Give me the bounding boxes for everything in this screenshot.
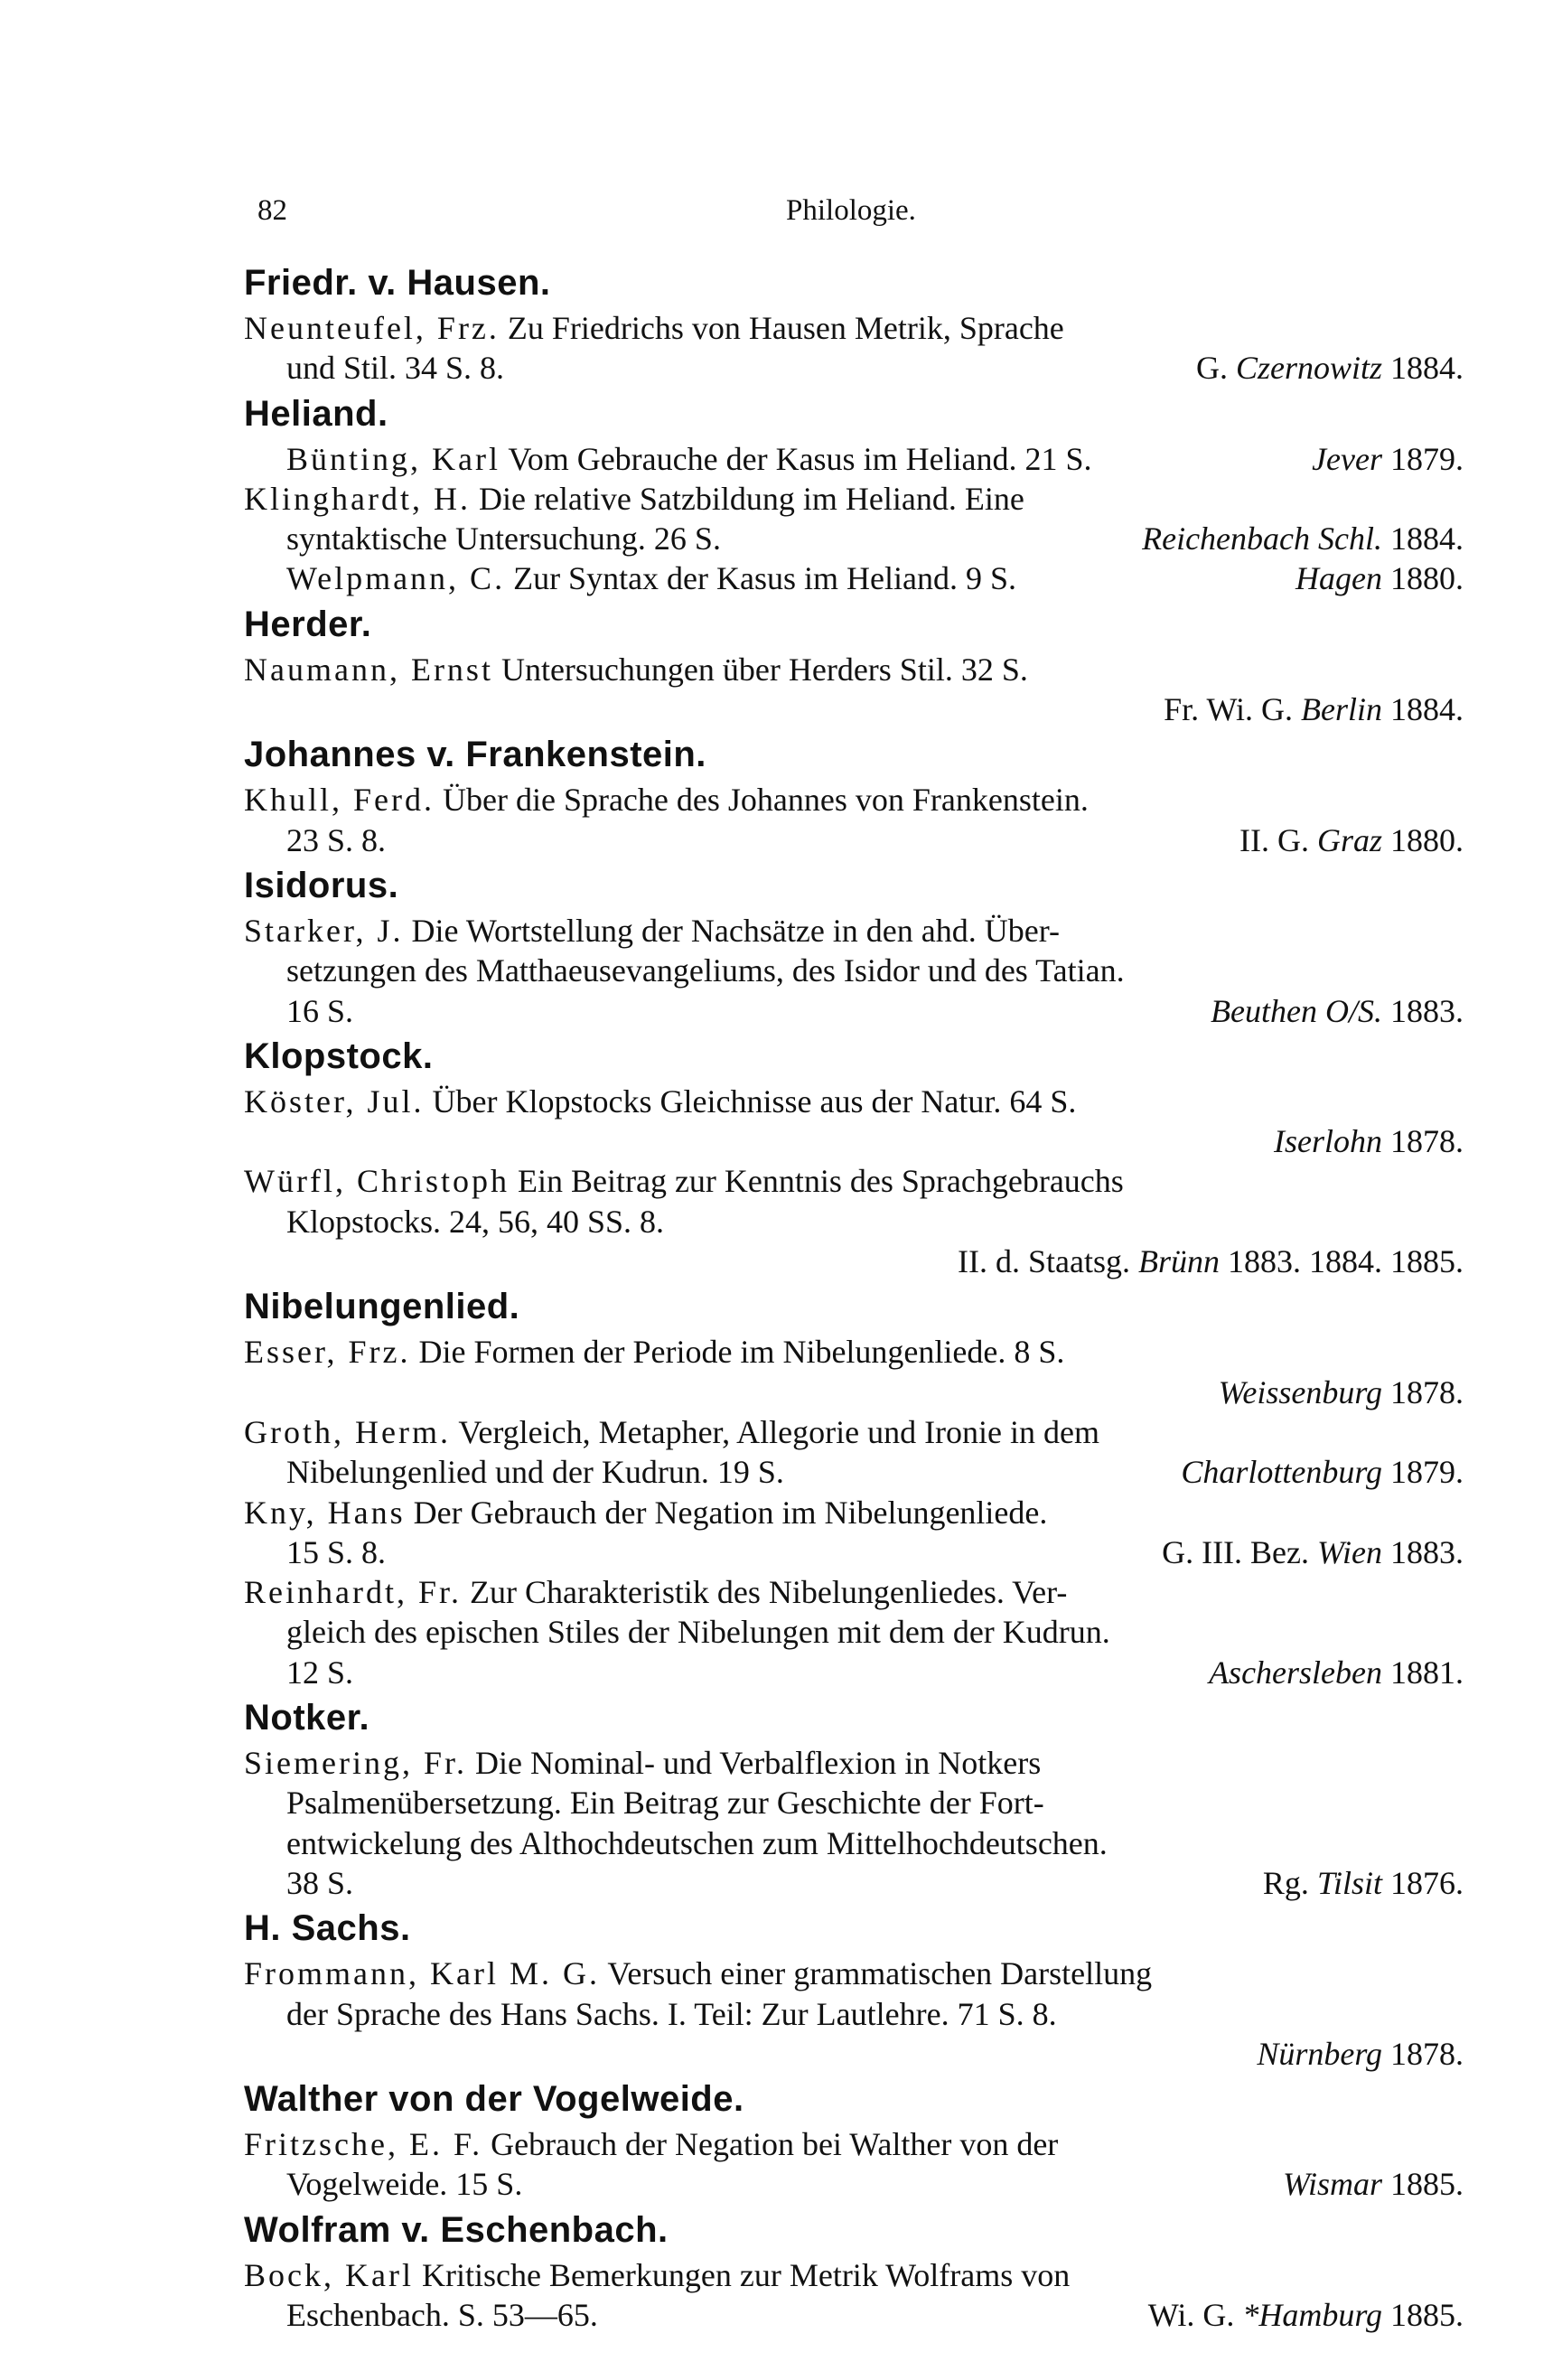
entry-details: 38 S. — [286, 1864, 354, 1901]
entry — [244, 479, 1464, 559]
entry-place: Aschersleben — [1209, 1654, 1382, 1691]
entry-title: Versuch einer grammatischen Darstellung — [607, 1955, 1153, 1992]
entry-publisher: Rg. — [1262, 1864, 1309, 1901]
entry-title: Zur Charakteristik des Nibelungenliedes. Ver- — [469, 1574, 1068, 1611]
entry-author: Bünting, Karl — [286, 440, 500, 477]
entry-title: Ein Beitrag zur Kenntnis des Sprachgebrauchs — [517, 1163, 1124, 1200]
entry-year: 1883. — [1390, 1533, 1464, 1570]
entry-year: 1878. — [1390, 2035, 1464, 2072]
entry-details: syntaktische Untersuchung. 26 S. — [286, 520, 721, 558]
entry-author: Fritzsche, E. F. — [244, 2126, 483, 2163]
entry-year: 1878. — [1390, 1373, 1464, 1410]
entry-year: 1879. — [1390, 440, 1464, 477]
entry-place: Berlin — [1301, 691, 1382, 728]
entry-author: Starker, J. — [244, 912, 404, 949]
entry-details: Vogelweide. 15 S. — [286, 2166, 523, 2203]
entry-details: entwickelung des Althochdeutschen zum Mittelhochdeutschen. — [286, 1824, 1108, 1861]
entry — [244, 911, 1464, 1031]
entry-year: 1879. — [1390, 1454, 1464, 1491]
entry-year: 1876. — [1390, 1864, 1464, 1901]
entry-details: der Sprache des Hans Sachs. I. Teil: Zur Lautlehre. 71 S. 8. — [286, 1995, 1057, 2032]
entry-year: 1884. — [1390, 350, 1464, 387]
entry — [244, 1412, 1464, 1493]
entry-title: Die Formen der Periode im Nibelungenliede. 8 S. — [418, 1334, 1065, 1371]
entry-place: *Hamburg — [1242, 2296, 1382, 2333]
entry-author: Neunteufel, Frz. — [244, 310, 500, 346]
entry-place: Reichenbach Schl. — [1142, 520, 1382, 558]
section-heading: Johannes v. Frankenstein. — [244, 735, 706, 775]
entry-place: Brünn — [1138, 1243, 1220, 1280]
entry-author: Frommann, Karl M. G. — [244, 1955, 600, 1992]
entry-publisher: Wi. G. — [1147, 2296, 1235, 2333]
section-klopstock — [244, 1031, 1464, 1281]
entry-title: Gebrauch der Negation bei Walther von der — [491, 2126, 1059, 2163]
entry-title: Über Klopstocks Gleichnisse aus der Natur. 64 S. — [432, 1082, 1077, 1120]
entry-author: Köster, Jul. — [244, 1082, 425, 1120]
entry-author: Esser, Frz. — [244, 1334, 411, 1371]
entry-place: Czernowitz — [1235, 350, 1382, 387]
section-notker — [244, 1692, 1464, 1903]
entry-year: 1885. — [1390, 2296, 1464, 2333]
section-sachs — [244, 1903, 1464, 2074]
bibliography-list — [244, 258, 1464, 2335]
entry-year: 1878. — [1390, 1123, 1464, 1160]
section-heading: Friedr. v. Hausen. — [244, 263, 551, 303]
entry-year: 1884. — [1390, 691, 1464, 728]
entry-publisher: G. — [1195, 350, 1228, 387]
entry-place: Tilsit — [1316, 1864, 1382, 1901]
entry-author: Bock, Karl — [244, 2256, 414, 2293]
entry-author: Würfl, Christoph — [244, 1163, 510, 1200]
entry-title: Der Gebrauch der Negation im Nibelungenliede. — [413, 1494, 1048, 1531]
section-heading: H. Sachs. — [244, 1908, 411, 1949]
entry — [244, 1493, 1464, 1573]
entry-details: Klopstocks. 24, 56, 40 SS. 8. — [286, 1203, 665, 1240]
entry-title: Die Nominal- und Verbalflexion in Notkers — [475, 1745, 1042, 1782]
entry — [244, 2124, 1464, 2205]
section-frankenstein — [244, 729, 1464, 860]
entry-year: 1884. — [1390, 520, 1464, 558]
entry-place: Iserlohn — [1274, 1123, 1382, 1160]
entry — [244, 439, 1464, 479]
section-heading: Notker. — [244, 1698, 370, 1738]
entry-details: Nibelungenlied und der Kudrun. 19 S. — [286, 1454, 784, 1491]
entry-title: Die relative Satzbildung im Heliand. Eine — [478, 480, 1024, 517]
entry-author: Siemering, Fr. — [244, 1745, 467, 1782]
entry-place: Charlottenburg — [1181, 1454, 1382, 1491]
section-heading: Isidorus. — [244, 865, 399, 905]
entry-place: Hagen — [1295, 560, 1382, 597]
entry-author: Kny, Hans — [244, 1494, 406, 1531]
entry-title: Über die Sprache des Johannes von Frankenstein. — [443, 782, 1089, 819]
entry-year: 1881. — [1390, 1654, 1464, 1691]
entry-details: Eschenbach. S. 53—65. — [286, 2296, 598, 2333]
entry-author: Naumann, Ernst — [244, 651, 493, 688]
entry-details: 12 S. — [286, 1654, 354, 1691]
section-heading: Heliand. — [244, 393, 388, 434]
entry-details: Psalmenübersetzung. Ein Beitrag zur Geschichte der Fort- — [286, 1785, 1044, 1822]
entry-author: Welpmann, C. — [286, 560, 506, 597]
entry — [244, 308, 1464, 389]
entry-details: setzungen des Matthaeusevangeliums, des Isidor und des Tatian. — [286, 952, 1125, 989]
entry-publisher: G. III. Bez. — [1162, 1533, 1310, 1570]
entry — [244, 780, 1464, 860]
entry-title: Zur Syntax der Kasus im Heliand. 9 S. — [513, 560, 1017, 597]
entry-title: Zu Friedrichs von Hausen Metrik, Sprache — [507, 310, 1064, 346]
entry-publisher: II. d. Staatsg. — [958, 1243, 1130, 1280]
section-heading: Herder. — [244, 604, 372, 644]
section-heading: Walther von der Vogelweide. — [244, 2079, 744, 2120]
section-herder — [244, 599, 1464, 730]
entry-year: 1880. — [1390, 821, 1464, 858]
section-isidorus — [244, 860, 1464, 1031]
entry-title: Vergleich, Metapher, Allegorie und Ironie in dem — [458, 1413, 1100, 1450]
section-nibelungenlied — [244, 1281, 1464, 1692]
entry-author: Klinghardt, H. — [244, 480, 471, 517]
entry-place: Beuthen O/S. — [1211, 992, 1382, 1029]
entry — [244, 2255, 1464, 2336]
entry — [244, 1332, 1464, 1412]
entry-details: 23 S. 8. — [286, 821, 387, 858]
section-heading: Nibelungenlied. — [244, 1287, 520, 1327]
entry — [244, 558, 1464, 598]
entry-details: 15 S. 8. — [286, 1533, 387, 1570]
section-wolfram — [244, 2205, 1464, 2336]
entry — [244, 1743, 1464, 1903]
section-hausen — [244, 258, 1464, 389]
entry-details: und Stil. 34 S. 8. — [286, 350, 505, 387]
entry-place: Wismar — [1282, 2166, 1382, 2203]
entry-place: Jever — [1312, 440, 1382, 477]
entry-publisher: Fr. Wi. G. — [1164, 691, 1294, 728]
entry-title: Untersuchungen über Herders Stil. 32 S. — [500, 651, 1028, 688]
entry-year: 1883. — [1390, 992, 1464, 1029]
entry — [244, 650, 1464, 730]
section-heading: Klopstock. — [244, 1035, 434, 1076]
section-walther — [244, 2074, 1464, 2205]
entry-author: Reinhardt, Fr. — [244, 1574, 462, 1611]
entry-place: Wien — [1317, 1533, 1382, 1570]
page-number: 82 — [257, 194, 287, 227]
entry — [244, 1082, 1464, 1162]
entry-year: 1880. — [1390, 560, 1464, 597]
entry-place: Graz — [1316, 821, 1382, 858]
entry-details: 16 S. — [286, 992, 354, 1029]
section-heliand — [244, 389, 1464, 599]
entry-title: Vom Gebrauche der Kasus im Heliand. 21 S. — [508, 440, 1092, 477]
entry-year: 1885. — [1390, 2166, 1464, 2203]
entry-title: Kritische Bemerkungen zur Metrik Wolframs von — [421, 2256, 1071, 2293]
entry-year: 1883. 1884. 1885. — [1228, 1243, 1464, 1280]
entry — [244, 1161, 1464, 1281]
entry-details: gleich des epischen Stiles der Nibelungen mit dem der Kudrun. — [286, 1614, 1110, 1651]
entry-publisher: II. G. — [1239, 821, 1309, 858]
section-heading: Wolfram v. Eschenbach. — [244, 2209, 669, 2250]
entry — [244, 1954, 1464, 2074]
entry-title: Die Wortstellung der Nachsätze in den ahd. Über- — [411, 912, 1060, 949]
entry — [244, 1572, 1464, 1692]
entry-author: Khull, Ferd. — [244, 782, 435, 819]
entry-place: Weissenburg — [1218, 1373, 1382, 1410]
running-header: Philologie. — [786, 194, 916, 227]
entry-author: Groth, Herm. — [244, 1413, 451, 1450]
entry-place: Nürnberg — [1257, 2035, 1382, 2072]
